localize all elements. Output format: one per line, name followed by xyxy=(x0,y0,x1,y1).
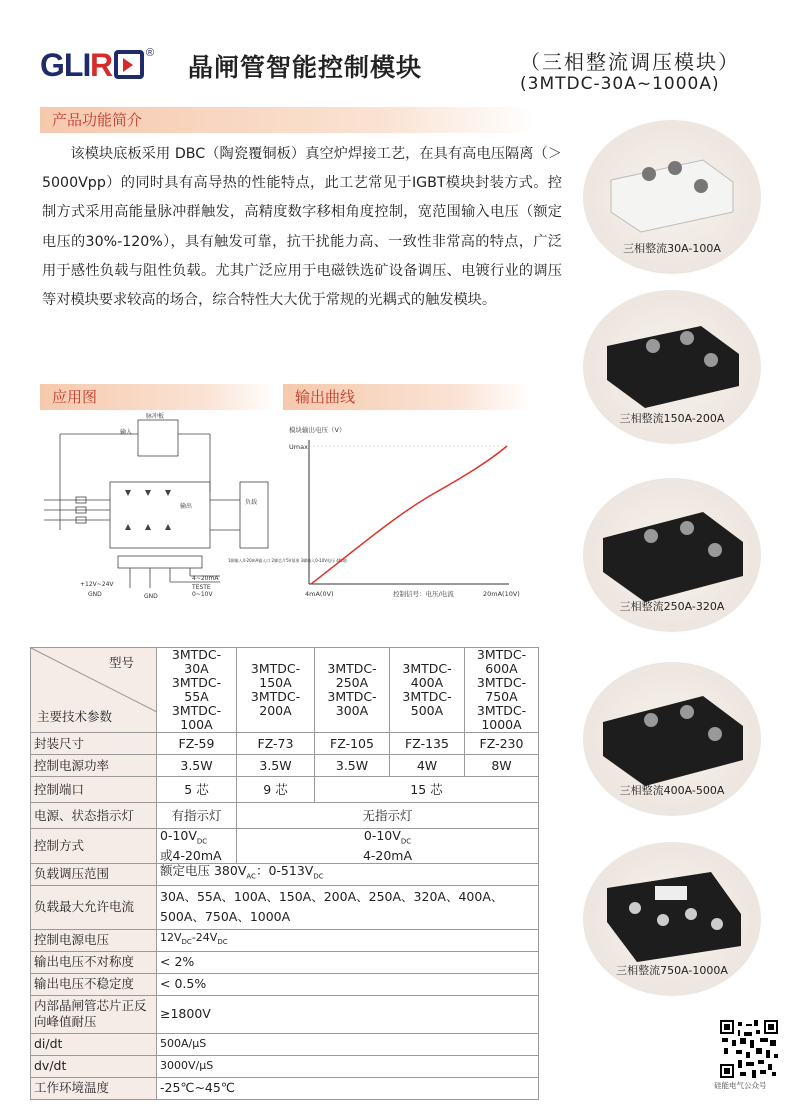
power-cell: 4W xyxy=(390,755,465,777)
package-cell: FZ-105 xyxy=(315,733,390,755)
diagram-label-load: 负载 xyxy=(245,499,258,506)
power-cell: 3.5W xyxy=(237,755,315,777)
section-curve-header: 输出曲线 xyxy=(283,384,531,410)
table-row xyxy=(31,885,539,929)
withstand-cell: ≥1800V xyxy=(157,995,539,1033)
qr-code[interactable] xyxy=(720,1020,778,1078)
registered-mark: ® xyxy=(146,47,155,59)
temperature-cell: -25℃~45℃ xyxy=(157,1077,539,1099)
row-label-control: 控制方式 xyxy=(31,829,157,864)
curve-umax-label: Umax xyxy=(289,443,308,451)
product-image-400-500a xyxy=(583,662,761,816)
curve-line xyxy=(311,446,507,584)
model-cell-2: 3MTDC-150A 3MTDC-200A xyxy=(237,648,315,733)
output-curve-chart xyxy=(283,412,531,608)
diagram-label-v-range: 0~10V xyxy=(192,591,213,598)
product-caption: 三相整流150A-200A xyxy=(619,412,725,425)
control-cell-b: $0-10V_{DC}$ 4-20mA xyxy=(237,829,539,864)
control-port-block xyxy=(118,556,202,568)
page-subtitle: （三相整流调压模块） xyxy=(520,50,740,74)
product-image-750-1000a xyxy=(583,842,761,996)
row-label-port: 控制端口 xyxy=(31,777,157,803)
row-label-asymmetry: 输出电压不对称度 xyxy=(31,951,157,973)
range-cell: 额定电压 $380V_{AC}$：$0-513V_{DC}$ xyxy=(157,863,539,885)
row-label-package: 封装尺寸 xyxy=(31,733,157,755)
table-row xyxy=(31,1055,539,1077)
product-caption: 三相整流400A-500A xyxy=(619,784,725,797)
intro-paragraph: 该模块底板采用 DBC（陶瓷覆铜板）真空炉焊接工艺，在具有高电压隔离（＞5000Vpp）的同时具有高导热的性能特点，此工艺常见于IGBT模块封装方式。控制方式采用高能量脉冲群触发，高精度数字移相角度控制，宽范围输入电压（额定电压的30%-120%），具有触发可靠，抗干扰能力高、一致性非常高的特点，广泛用于感性负载与阻性负载。尤其广泛应用于电磁铁选矿设备调压、电镀行业的调压等对模块要求较高的场合，综合特性大大优于常规的光耦式的触发模块。 xyxy=(42,146,562,309)
package-cell: FZ-59 xyxy=(157,733,237,755)
row-label-current: 负载最大允许电流 xyxy=(31,885,157,929)
table-row xyxy=(31,973,539,995)
product-caption: 三相整流750A-1000A xyxy=(616,964,728,977)
power-cell: 3.5W xyxy=(315,755,390,777)
power-cell: 3.5W xyxy=(157,755,237,777)
diagram-label-pulse-board: 脉冲板 xyxy=(146,413,165,420)
didt-cell: 500A/μS xyxy=(157,1033,539,1055)
spec-table xyxy=(30,647,539,1100)
diagram-label-supply: +12V~24V xyxy=(80,581,114,588)
package-cell: FZ-135 xyxy=(390,733,465,755)
svg-text:R: R xyxy=(90,47,114,83)
supply-cell: $12V_{DC}-24V_{DC}$ xyxy=(157,929,539,951)
table-row xyxy=(31,1033,539,1055)
curve-x-start-label: 4mA(0V) xyxy=(305,590,334,598)
diagram-label-ctrl-range: 4~20mA xyxy=(192,575,219,582)
diagram-label-output: 输出 xyxy=(180,503,193,510)
model-cell-5: 3MTDC-600A 3MTDC-750A 3MTDC-1000A xyxy=(465,648,539,733)
row-label-indicator: 电源、状态指示灯 xyxy=(31,803,157,829)
table-head-model: 型号 xyxy=(108,655,134,670)
section-diagram-header: 应用图 xyxy=(40,384,276,410)
current-cell: 30A、55A、100A、150A、200A、250A、320A、400A、500A、750A、1000A xyxy=(157,885,539,929)
indicator-cell: 有指示灯 xyxy=(157,803,237,829)
product-caption: 三相整流30A-100A xyxy=(623,242,721,255)
table-row xyxy=(31,803,539,829)
row-label-dvdt: dv/dt xyxy=(31,1055,157,1077)
port-cell: 5 芯 xyxy=(157,777,237,803)
instability-cell: < 0.5% xyxy=(157,973,539,995)
dvdt-cell: 3000V/μS xyxy=(157,1055,539,1077)
pulse-board-block xyxy=(138,420,178,456)
model-cell-1: 3MTDC-30A 3MTDC-55A 3MTDC-100A xyxy=(157,648,237,733)
product-caption: 三相整流250A-320A xyxy=(619,600,725,613)
product-image-150-200a xyxy=(583,290,761,444)
row-label-didt: di/dt xyxy=(31,1033,157,1055)
row-label-supply: 控制电源电压 xyxy=(31,929,157,951)
diagram-label-gnd-1: GND xyxy=(88,591,102,598)
page-title: 晶闸管智能控制模块 xyxy=(188,53,423,82)
model-range: (3MTDC-30A~1000A) xyxy=(520,74,720,94)
load-block xyxy=(240,482,268,548)
brand-logo xyxy=(40,44,182,82)
package-cell: FZ-230 xyxy=(465,733,539,755)
package-cell: FZ-73 xyxy=(237,733,315,755)
curve-x-label: 控制信号：电压/电流 xyxy=(393,590,454,598)
port-cell: 9 芯 xyxy=(237,777,315,803)
diagram-label-note: 1脚输入4-20mA输入口 2脚芯片5V基准 3脚输入0-10V电压 4脚地 xyxy=(228,558,347,563)
thyristor-module-block xyxy=(110,482,210,548)
table-row xyxy=(31,829,539,864)
product-image-30-100a xyxy=(583,120,761,274)
table-header-corner xyxy=(31,648,157,733)
table-row xyxy=(31,777,539,803)
table-row xyxy=(31,1077,539,1099)
qr-caption: 硅能电气公众号 xyxy=(714,1081,767,1090)
power-cell: 8W xyxy=(465,755,539,777)
curve-x-end-label: 20mA(10V) xyxy=(483,590,520,598)
asymmetry-cell: < 2% xyxy=(157,951,539,973)
table-row xyxy=(31,755,539,777)
diagram-label-teste: TESTE xyxy=(192,584,211,591)
curve-y-label: 模块输出电压（V） xyxy=(289,426,346,434)
row-label-temperature: 工作环境温度 xyxy=(31,1077,157,1099)
table-row-models xyxy=(31,648,539,733)
diagram-label-input: 输入 xyxy=(120,429,133,436)
row-label-power: 控制电源功率 xyxy=(31,755,157,777)
table-row xyxy=(31,951,539,973)
table-row xyxy=(31,995,539,1033)
row-label-withstand: 内部晶闸管芯片正反向峰值耐压 xyxy=(31,995,157,1033)
control-cell-a: $0-10V_{DC}$ 或4-20mA xyxy=(157,829,237,864)
row-label-instability: 输出电压不稳定度 xyxy=(31,973,157,995)
row-label-range: 负载调压范围 xyxy=(31,863,157,885)
table-row xyxy=(31,863,539,885)
model-cell-3: 3MTDC-250A 3MTDC-300A xyxy=(315,648,390,733)
product-image-250-320a xyxy=(583,478,761,632)
indicator-cell: 无指示灯 xyxy=(237,803,539,829)
port-cell: 15 芯 xyxy=(315,777,539,803)
diagram-label-gnd-2: GND xyxy=(144,593,158,600)
table-row xyxy=(31,929,539,951)
section-intro-header: 产品功能简介 xyxy=(40,107,536,133)
table-head-param: 主要技术参数 xyxy=(37,709,113,724)
svg-text:GLI: GLI xyxy=(40,47,91,83)
model-cell-4: 3MTDC-400A 3MTDC-500A xyxy=(390,648,465,733)
table-row xyxy=(31,733,539,755)
